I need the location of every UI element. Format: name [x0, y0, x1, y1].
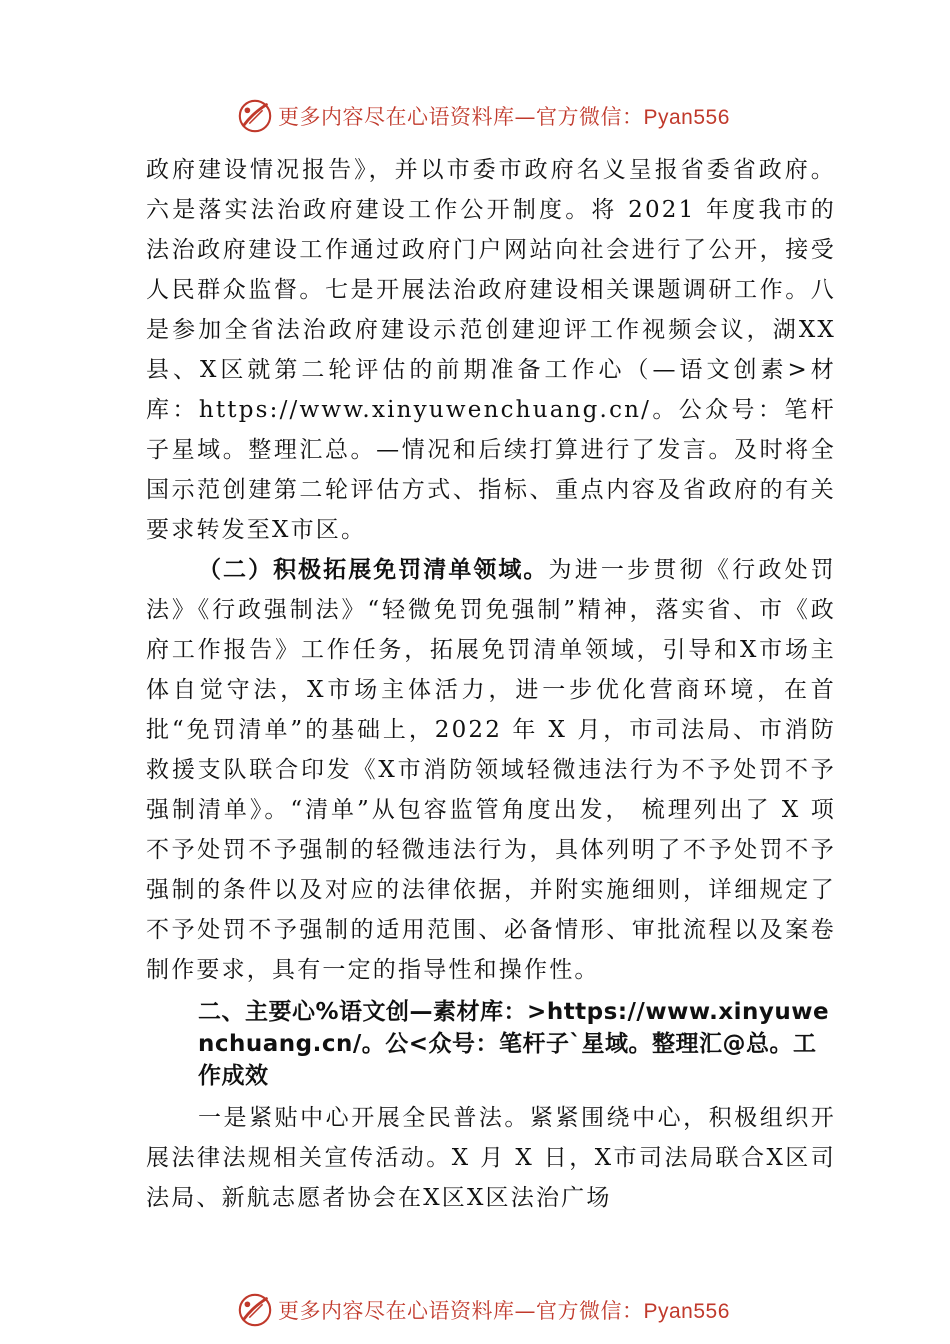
wechat-id: Pyan556 — [643, 1300, 730, 1323]
paragraph-2 — [146, 550, 836, 990]
watermark-text: 更多内容尽在心语资料库—官方微信：Pyan556 — [278, 1299, 730, 1323]
logo-icon — [236, 1291, 274, 1329]
document-body — [146, 150, 836, 1218]
paragraph-1: 政府建设情况报告》，并以市委市政府名义呈报省委省政府。六是落实法治政府建设工作公开制度。将 2021 年度我市的法治政府建设工作通过政府门户网站向社会进行了公开，接受人民群众监督。七是开展法治政府建设相关课题调研工作。八是参加全省法治政府建设示范创建迎评工作视频会议，湖XX县、X区就第二轮评估的前期准备工作心（—语文创素>材库：https://www.xinyuwenchuang.cn/。公众号：笔杆子星域。整理汇总。—情况和后续打算进行了发言。及时将全国示范创建第二轮评估方式、指标、重点内容及省政府的有关要求转发至X市区。 — [146, 157, 836, 543]
watermark-header — [236, 96, 756, 136]
watermark-footer — [236, 1290, 756, 1330]
paragraph-2-bold-lead: （二）积极拓展免罚清单领域。 — [198, 557, 549, 583]
logo-icon — [236, 97, 274, 135]
paragraph-3: 一是紧贴中心开展全民普法。紧紧围绕中心，积极组织开展法律法规相关宣传活动。X 月 X 日，X市司法局联合X区司法局、新航志愿者协会在X区X区法治广场 — [146, 1105, 836, 1211]
section-heading: 二、主要心%语文创—素材库：>https://www.xinyuwenchuang.cn/。公<众号：笔杆子`星域。整理汇@总。工作成效 — [198, 999, 830, 1089]
watermark-text: 更多内容尽在心语资料库—官方微信：Pyan556 — [278, 105, 730, 129]
paragraph-2-text: 为进一步贯彻《行政处罚法》《行政强制法》“轻微免罚免强制”精神，落实省、市《政府工作报告》工作任务，拓展免罚清单领域，引导和X市场主体自觉守法，X市场主体活力，进一步优化营商环境，在首批“免罚清单”的基础上，2022 年 X 月，市司法局、市消防救援支队联合印发《X市消防领域轻微违法行为不予处罚不予强制清单》。“清单”从包容监管角度出发， 梳理列出了 X 项不予处罚不予强制的轻微违法行为，具体列明了不予处罚不予强制的条件以及对应的法律依据，并附实施细则，详细规定了不予处罚不予强制的适用范围、必备情形、审批流程以及案卷制作要求，具有一定的指导性和操作性。 — [146, 557, 837, 983]
wechat-id: Pyan556 — [643, 106, 730, 129]
